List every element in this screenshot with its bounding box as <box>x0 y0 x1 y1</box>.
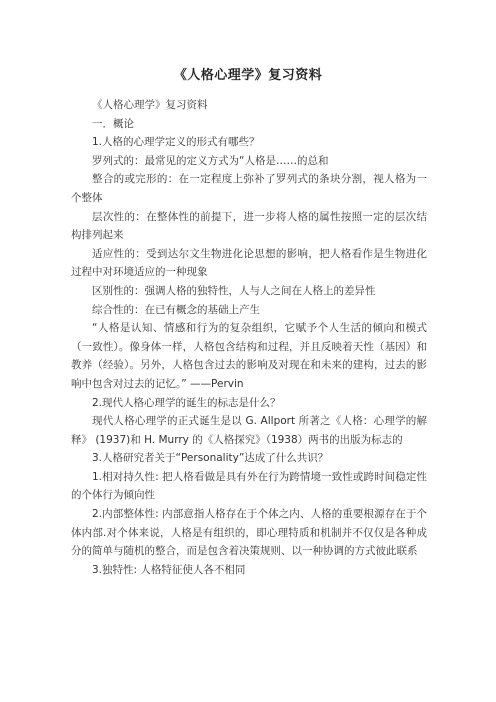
paragraph: 《人格心理学》复习资料 <box>92 99 208 111</box>
paragraph: 区别性的：强调人格的独特性，人与人之间在人格上的差异性 <box>92 284 376 297</box>
section-heading: 一．概论 <box>92 117 134 130</box>
document-title: 《人格心理学》复习资料 <box>173 68 323 83</box>
quote-paragraph: “人格是认知、情感和行为的复杂组织，它赋予个人生活的倾向和模式（一致性）。像身体一样，人格包含结构和过程，并且反映着天性（基因）和教养（经验）。另外，人格包含过去的影响及对现在和未来的建构，过去的影响中包含对过去的记忆。” ——Pervin <box>71 322 427 390</box>
paragraph: 1.相对持久性: 把人格看做是具有外在行为跨情境一致性或跨时间稳定性的个体行为倾向性 <box>71 470 427 502</box>
question: 3.人格研究者关于“Personality”达成了什么共识？ <box>92 452 329 465</box>
paragraph: 2.内部整体性: 内部意指人格存在于个体之内、人格的重要根源存在于个体内部.对个体来说，人格是有组织的，即心理特质和机制并不仅仅是各种成分的简单与随机的整合，而是包含着决策规则、以一种协调的方式彼此联系 <box>71 508 427 558</box>
paragraph: 层次性的：在整体性的前提下，进一步将人格的属性按照一定的层次结构排列起来 <box>71 210 427 242</box>
document-body <box>71 96 427 579</box>
paragraph: 适应性的：受到达尔文生物进化论思想的影响，把人格看作是生物进化过程中对环境适应的一种现象 <box>71 247 427 279</box>
paragraph: 整合的或完形的：在一定程度上弥补了罗列式的条块分割，视人格为一个整体 <box>71 173 427 204</box>
paragraph: 罗列式的：最常见的定义方式为“人格是……的总和 <box>92 154 329 167</box>
paragraph: 3.独特性: 人格特征使人各不相同 <box>92 563 246 576</box>
question: 2.现代人格心理学的诞生的标志是什么？ <box>92 396 281 409</box>
paragraph: 综合性的：在已有概念的基础上产生 <box>92 303 260 316</box>
paragraph: 现代人格心理学的正式诞生是以 G. Allport 所著之《人格：心理学的解释》 (1937)和 H. Murry 的《人格探究》（1938）两书的出版为标志的 <box>71 415 427 446</box>
question: 1.人格的心理学定义的形式有哪些？ <box>92 136 260 149</box>
